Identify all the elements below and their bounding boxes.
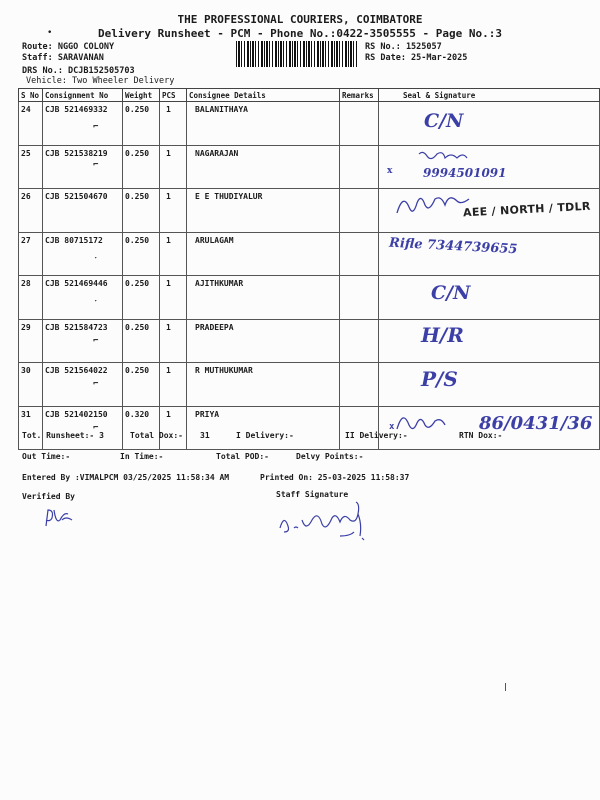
consignment-no: CJB 521504670 [45, 192, 108, 201]
row-consignee: BALANITHAYA [187, 102, 340, 146]
handwritten-number: 86/0431/36 [479, 412, 593, 434]
row-sno: 27 [19, 232, 43, 276]
row-consignee: R MUTHUKUMAR [187, 363, 340, 407]
row-signature [379, 363, 600, 407]
row-pcs: 1 [160, 189, 187, 233]
row-signature [379, 145, 600, 189]
table-row [19, 232, 600, 276]
row-consignment [43, 319, 123, 363]
staff-label: Staff: SARAVANAN [22, 53, 104, 63]
row-sno: 31 [19, 406, 43, 450]
row-sno: 25 [19, 145, 43, 189]
row-pcs: 1 [160, 232, 187, 276]
phone-number-handwritten: 9994501091 [423, 165, 507, 180]
runsheet-table [18, 88, 600, 450]
vehicle-label: Vehicle: Two Wheeler Delivery [26, 76, 175, 86]
col-remarks: Remarks [340, 89, 379, 102]
row-consignment [43, 145, 123, 189]
row-signature [379, 406, 600, 450]
row-pcs: 1 [160, 363, 187, 407]
total-dox-label: Total Dox:- [130, 431, 183, 440]
consignment-no: CJB 521564022 [45, 366, 108, 375]
table-row [19, 363, 600, 407]
svg-text:x: x [389, 421, 395, 432]
check-mark: ⌐ [93, 379, 99, 389]
row-consignment [43, 102, 123, 146]
row-weight: 0.250 [123, 232, 160, 276]
total-pod: Total POD:- [216, 452, 269, 461]
row-weight: 0.250 [123, 145, 160, 189]
row-consignment [43, 363, 123, 407]
row-pcs: 1 [160, 406, 187, 450]
delvy-points: Delvy Points:- [296, 452, 364, 461]
row-pcs: 1 [160, 276, 187, 320]
consignment-no: CJB 521538219 [45, 148, 108, 158]
row-consignee: NAGARAJAN [187, 145, 340, 189]
check-mark: ⌐ [93, 422, 99, 433]
row-remarks [340, 276, 379, 320]
drs-number: DRS No.: DCJB152505703 [22, 66, 135, 76]
consignment-no: CJB 80715172 [45, 235, 103, 245]
handwritten-signature: C/N [424, 110, 464, 132]
table-row [19, 145, 600, 189]
row-consignee: AJITHKUMAR [187, 276, 340, 320]
row-consignee: E E THUDIYALUR [187, 189, 340, 233]
row-weight: 0.320 [123, 406, 160, 450]
runsheet-subtitle: Delivery Runsheet - PCM - Phone No.:0422-3505555 - Page No.:3 [98, 27, 502, 40]
consignment-no: CJB 521469332 [45, 105, 108, 114]
row-remarks [340, 406, 379, 450]
row-weight: 0.250 [123, 189, 160, 233]
row-signature [379, 319, 600, 363]
row-signature [379, 276, 600, 320]
ii-delivery: II Delivery:- [345, 431, 408, 440]
margin-mark [505, 683, 506, 691]
row-pcs: 1 [160, 102, 187, 146]
total-runsheet: Tot. Runsheet:- 3 [22, 431, 104, 440]
rs-number: RS No.: 1525057 [365, 42, 442, 52]
row-signature [379, 189, 600, 233]
entered-by: Entered By :VIMALPCM 03/25/2025 11:58:34 AM [22, 473, 230, 482]
col-weight: Weight [123, 89, 160, 102]
handwritten-signature: C/N [431, 282, 471, 304]
consignment-no: CJB 521584723 [45, 322, 108, 332]
row-pcs: 1 [160, 319, 187, 363]
row-sno: 26 [19, 189, 43, 233]
svg-text:x: x [387, 165, 393, 176]
table-row [19, 319, 600, 363]
col-pcs: PCS [160, 89, 187, 102]
row-consignment [43, 406, 123, 450]
rs-date: RS Date: 25-Mar-2025 [365, 53, 468, 63]
row-signature [379, 232, 600, 276]
handwritten-signature [393, 191, 473, 221]
printed-on: Printed On: 25-03-2025 11:58:37 [260, 473, 410, 482]
row-weight: 0.250 [123, 319, 160, 363]
col-signature: Seal & Signature [379, 89, 600, 102]
dot-mark: • [47, 28, 53, 38]
company-title: THE PROFESSIONAL COURIERS, COIMBATORE [177, 13, 423, 26]
row-remarks [340, 145, 379, 189]
staff-signature-label: Staff Signature [276, 490, 349, 499]
table-header-row [19, 89, 600, 102]
row-remarks [340, 232, 379, 276]
row-weight: 0.250 [123, 102, 160, 146]
row-weight: 0.250 [123, 363, 160, 407]
row-remarks [340, 189, 379, 233]
row-remarks [340, 102, 379, 146]
row-weight: 0.250 [123, 276, 160, 320]
table-row [19, 102, 600, 146]
row-sno: 29 [19, 319, 43, 363]
table-row [19, 276, 600, 320]
row-signature [379, 102, 600, 146]
consignment-no: CJB 521469446 [45, 279, 108, 288]
check-mark: ⌐ [93, 159, 99, 170]
row-consignee: ARULAGAM [187, 232, 340, 276]
consignment-no: CJB 521402150 [45, 409, 108, 419]
row-remarks [340, 363, 379, 407]
row-consignee: PRADEEPA [187, 319, 340, 363]
in-time: In Time:- [120, 452, 164, 461]
row-consignment [43, 189, 123, 233]
verified-by-label: Verified By [22, 492, 75, 501]
rtn-dox: RTN Dox:- [459, 431, 503, 440]
office-stamp: AEE / NORTH / TDLR [462, 199, 591, 220]
barcode [236, 41, 358, 67]
row-sno: 24 [19, 102, 43, 146]
col-consignment: Consignment No [43, 89, 123, 102]
check-mark: ˑ [93, 298, 99, 308]
row-pcs: 1 [160, 145, 187, 189]
check-mark: ⌐ [93, 122, 99, 132]
row-sno: 30 [19, 363, 43, 407]
check-mark: ˑ [93, 254, 99, 265]
table-row [19, 189, 600, 233]
table-row [19, 406, 600, 450]
total-dox-value: 31 [200, 431, 210, 440]
handwritten-signature: Rifle 7344739655 [388, 235, 518, 257]
check-mark: ⌐ [93, 335, 99, 346]
row-consignment [43, 232, 123, 276]
row-remarks [340, 319, 379, 363]
route-label: Route: NGGO COLONY [22, 42, 115, 52]
staff-signature [274, 500, 378, 544]
col-sno: S No [19, 89, 43, 102]
col-consignee: Consignee Details [187, 89, 340, 102]
verified-signature [40, 504, 76, 530]
handwritten-signature: H/R [421, 322, 464, 347]
i-delivery: I Delivery:- [236, 431, 294, 440]
row-consignment [43, 276, 123, 320]
out-time: Out Time:- [22, 452, 71, 461]
row-consignee: PRIYA [187, 406, 340, 450]
handwritten-signature: P/S [421, 367, 458, 391]
row-sno: 28 [19, 276, 43, 320]
